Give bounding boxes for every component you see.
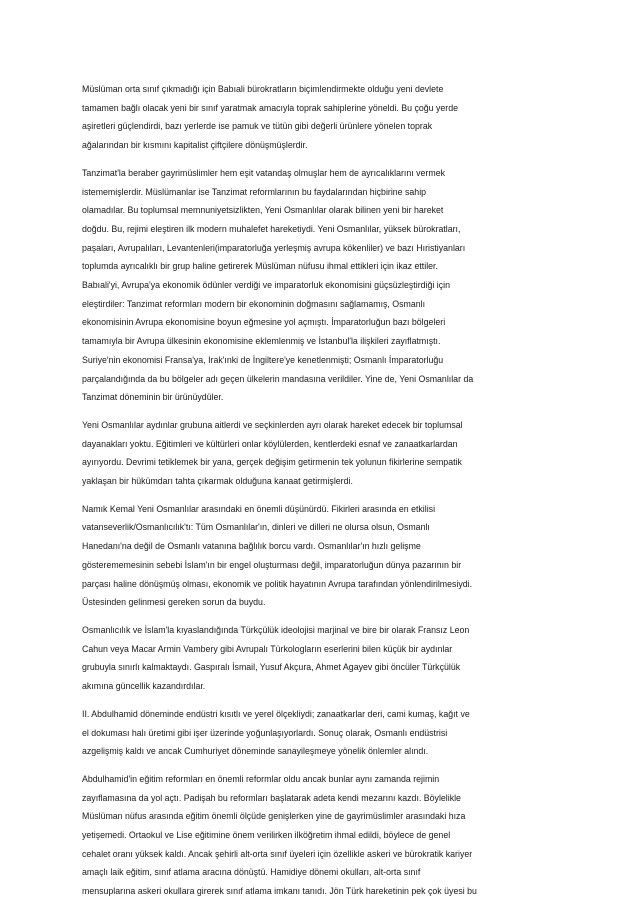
text-line: Tanzimat'la beraber gayrimüslimler hem eşit vatandaş olmuşlar hem de ayrıcalıklarını vermek <box>82 167 445 178</box>
text-line: parçalandığında da bu bölgeler adı geçen ülkelerin mandasına verildiler. Yine de, Yeni Osmanlılar da <box>82 373 474 384</box>
text-line: Osmanlıcılık ve İslam'la kıyaslandığında Türkçülük ideolojisi marjinal ve bire bir olarak Fransız Leon <box>82 624 470 635</box>
text-line: Suriye'nin ekonomisi Fransa'ya, Irak'ınki de İngiltere'ye kenetlenmişti; Osmanlı İmparatorluğu <box>82 354 444 365</box>
paragraph-3 <box>82 416 562 491</box>
text-line: dayanakları yoktu. Eğitimleri ve kültürleri onlar köylülerden, kentlerdeki esnaf ve zanaatkarlardan <box>82 438 458 449</box>
text-line: yetişemedi. Ortaokul ve Lise eğitimine önem verilirken ilköğretim ihmal edildi, böylece de genel <box>82 830 451 841</box>
text-line: vatanseverlik/Osmanlıcılık'tı: Tüm Osmanlılar'ın, dinleri ve dilleri ne olursa olsun, Osmanlı <box>82 522 430 533</box>
text-line: paşaları, Avrupalıları, Levantenleri(imparatorluğa yerleşmiş avrupa kökenliler) ve bazı Hıristiyanları <box>82 242 466 253</box>
document-page <box>82 80 562 910</box>
text-line: Müslüman orta sınıf çıkmadığı için Babıali bürokratların biçimlendirmekte olduğu yeni devlete <box>82 84 444 94</box>
text-line: aşiretleri güçlendirdi, bazı yerlerde ise pamuk ve tütün gibi değerli ürünlere yönelen toprak <box>82 121 433 132</box>
text-line: grubuyla sınırlı kalmaktaydı. Gaspıralı İsmail, Yusuf Akçura, Ahmet Agayev gibi öncüler Türkçülük <box>82 662 461 673</box>
text-line: Cahun veya Macar Armin Vambery gibi Avrupalı Türkologların eserlerini bilen küçük bir aydınlar <box>82 643 453 654</box>
text-line: eleştirdiler: Tanzimat reformları modern bir ekonominin doğmasını sağlamamış, Osmanlı <box>82 298 426 309</box>
text-line: toplumda ayrıcalıklı bir grup haline getirerek Müslüman nüfusu ihmal ettikleri için ikaz ettiler. <box>82 261 438 272</box>
text-line: Üstesinden gelinmesi gereken sorun da buydu. <box>82 597 266 608</box>
text-line: istememişlerdir. Müslümanlar ise Tanzimat reformlarının bu faydalarından hiçbirine sahip <box>82 186 427 197</box>
text-line: akımına güncellik kazandırdılar. <box>82 681 206 692</box>
text-line: ağalarından bir kısmını kapitalist çiftçilere dönüşmüşlerdir. <box>82 140 308 151</box>
paragraph-4 <box>82 500 562 612</box>
paragraph-2 <box>82 164 562 407</box>
text-line: tamamıyla bir Avrupa ülkesinin ekonomisine eklemlenmiş ve İstanbul'la ilişkileri zayıflatmıştı. <box>82 336 441 347</box>
paragraph-6 <box>82 705 562 761</box>
text-line: Hanedanı'na değil de Osmanlı vatanına bağlılık borcu vardı. Osmanlılar'ın hızlı gelişme <box>82 541 421 552</box>
text-line: yaklaşan bir hükümdarı tahta çıkarmak olduğuna kanaat getirmişlerdi. <box>82 476 353 487</box>
text-line: amaçlı laik eğitim, sınıf atlama aracına dönüştü. Hamidiye dönemi okulları, alt-orta sınıf <box>82 867 421 878</box>
text-line: Tanzimat döneminin bir ürünüydüler. <box>82 392 224 403</box>
text-line: olamadılar. Bu toplumsal memnuniyetsizlikten, Yeni Osmanlılar olarak bilinen yeni bir hareket <box>82 205 444 216</box>
text-line: ayırıyordu. Devrimi tetiklemek bir yana, gerçek değişim getirmenin tek yolunun fikirlerine sempatik <box>82 457 462 468</box>
paragraph-5 <box>82 621 562 696</box>
paragraph-7 <box>82 770 562 901</box>
text-line: mensuplarına askeri okullara girerek sınıf atlama imkanı tanıdı. Jön Türk hareketinin pek çok üyesi bu <box>82 886 477 897</box>
paragraph-1 <box>82 80 562 155</box>
text-line: Namık Kemal Yeni Osmanlılar arasındaki en önemli düşünürdü. Fikirleri arasında en etkilisi <box>82 503 436 514</box>
text-line: Babıali'yi, Avrupa'ya ekonomik ödünler verdiği ve imparatorluk ekonomisini güçsüzleştirdiği için <box>82 280 450 291</box>
text-line: tamamen bağlı olacak yeni bir sınıf yaratmak amacıyla toprak sahiplerine yöneldi. Bu çoğu yerde <box>82 102 459 113</box>
text-line: Müslüman nüfus arasında eğitim önemli ölçüde genişlerken yine de gayrimüslimler arasındaki hıza <box>82 811 466 822</box>
text-line: Yeni Osmanlılar aydınlar grubuna aitlerdi ve seçkinlerden ayrı olarak hareket edecek bir toplumsal <box>82 419 463 430</box>
text-line: Abdulhamid'in eğitim reformları en önemli reformlar oldu ancak bunlar aynı zamanda rejimin <box>82 773 440 784</box>
text-line: cehalet oranı yüksek kaldı. Ancak şehirli alt-orta sınıf üyeleri için özellikle askeri ve bürokratik kariyer <box>82 848 473 859</box>
text-line: gösterememesinin sebebi İslam'ın bir engel oluşturması değil, imparatorluğun dünya pazarının bir <box>82 559 462 570</box>
text-line: parçası haline dönüşmüş olması, ekonomik ve politik hayatının Avrupa tarafından yönlendirilmesiydi. <box>82 578 473 589</box>
text-line: ekonomisinin Avrupa ekonomisine boyun eğmesine yol açmıştı. İmparatorluğun bazı bölgeleri <box>82 317 446 328</box>
text-line: azgelişmiş kaldı ve ancak Cumhuriyet döneminde sanayileşmeye yönelik önlemler alındı. <box>82 746 429 757</box>
text-line: zayıflamasına da yol açtı. Padişah bu reformları başlatarak adeta kendi mezarını kazdı. Böylelikle <box>82 792 461 803</box>
text-line: II. Abdulhamid döneminde endüstri kısıtlı ve yerel ölçekliydi; zanaatkarlar deri, cami kumaş, kağıt ve <box>82 708 470 719</box>
text-line: el dokuması halı üretimi gibi işer üzerinde yoğunlaşıyorlardı. Sonuç olarak, Osmanlı endüstrisi <box>82 727 448 738</box>
text-line: doğdu. Bu, rejimi eleştiren ilk modern muhalefet hareketiydi. Yeni Osmanlılar, yüksek bürokratları, <box>82 223 461 234</box>
